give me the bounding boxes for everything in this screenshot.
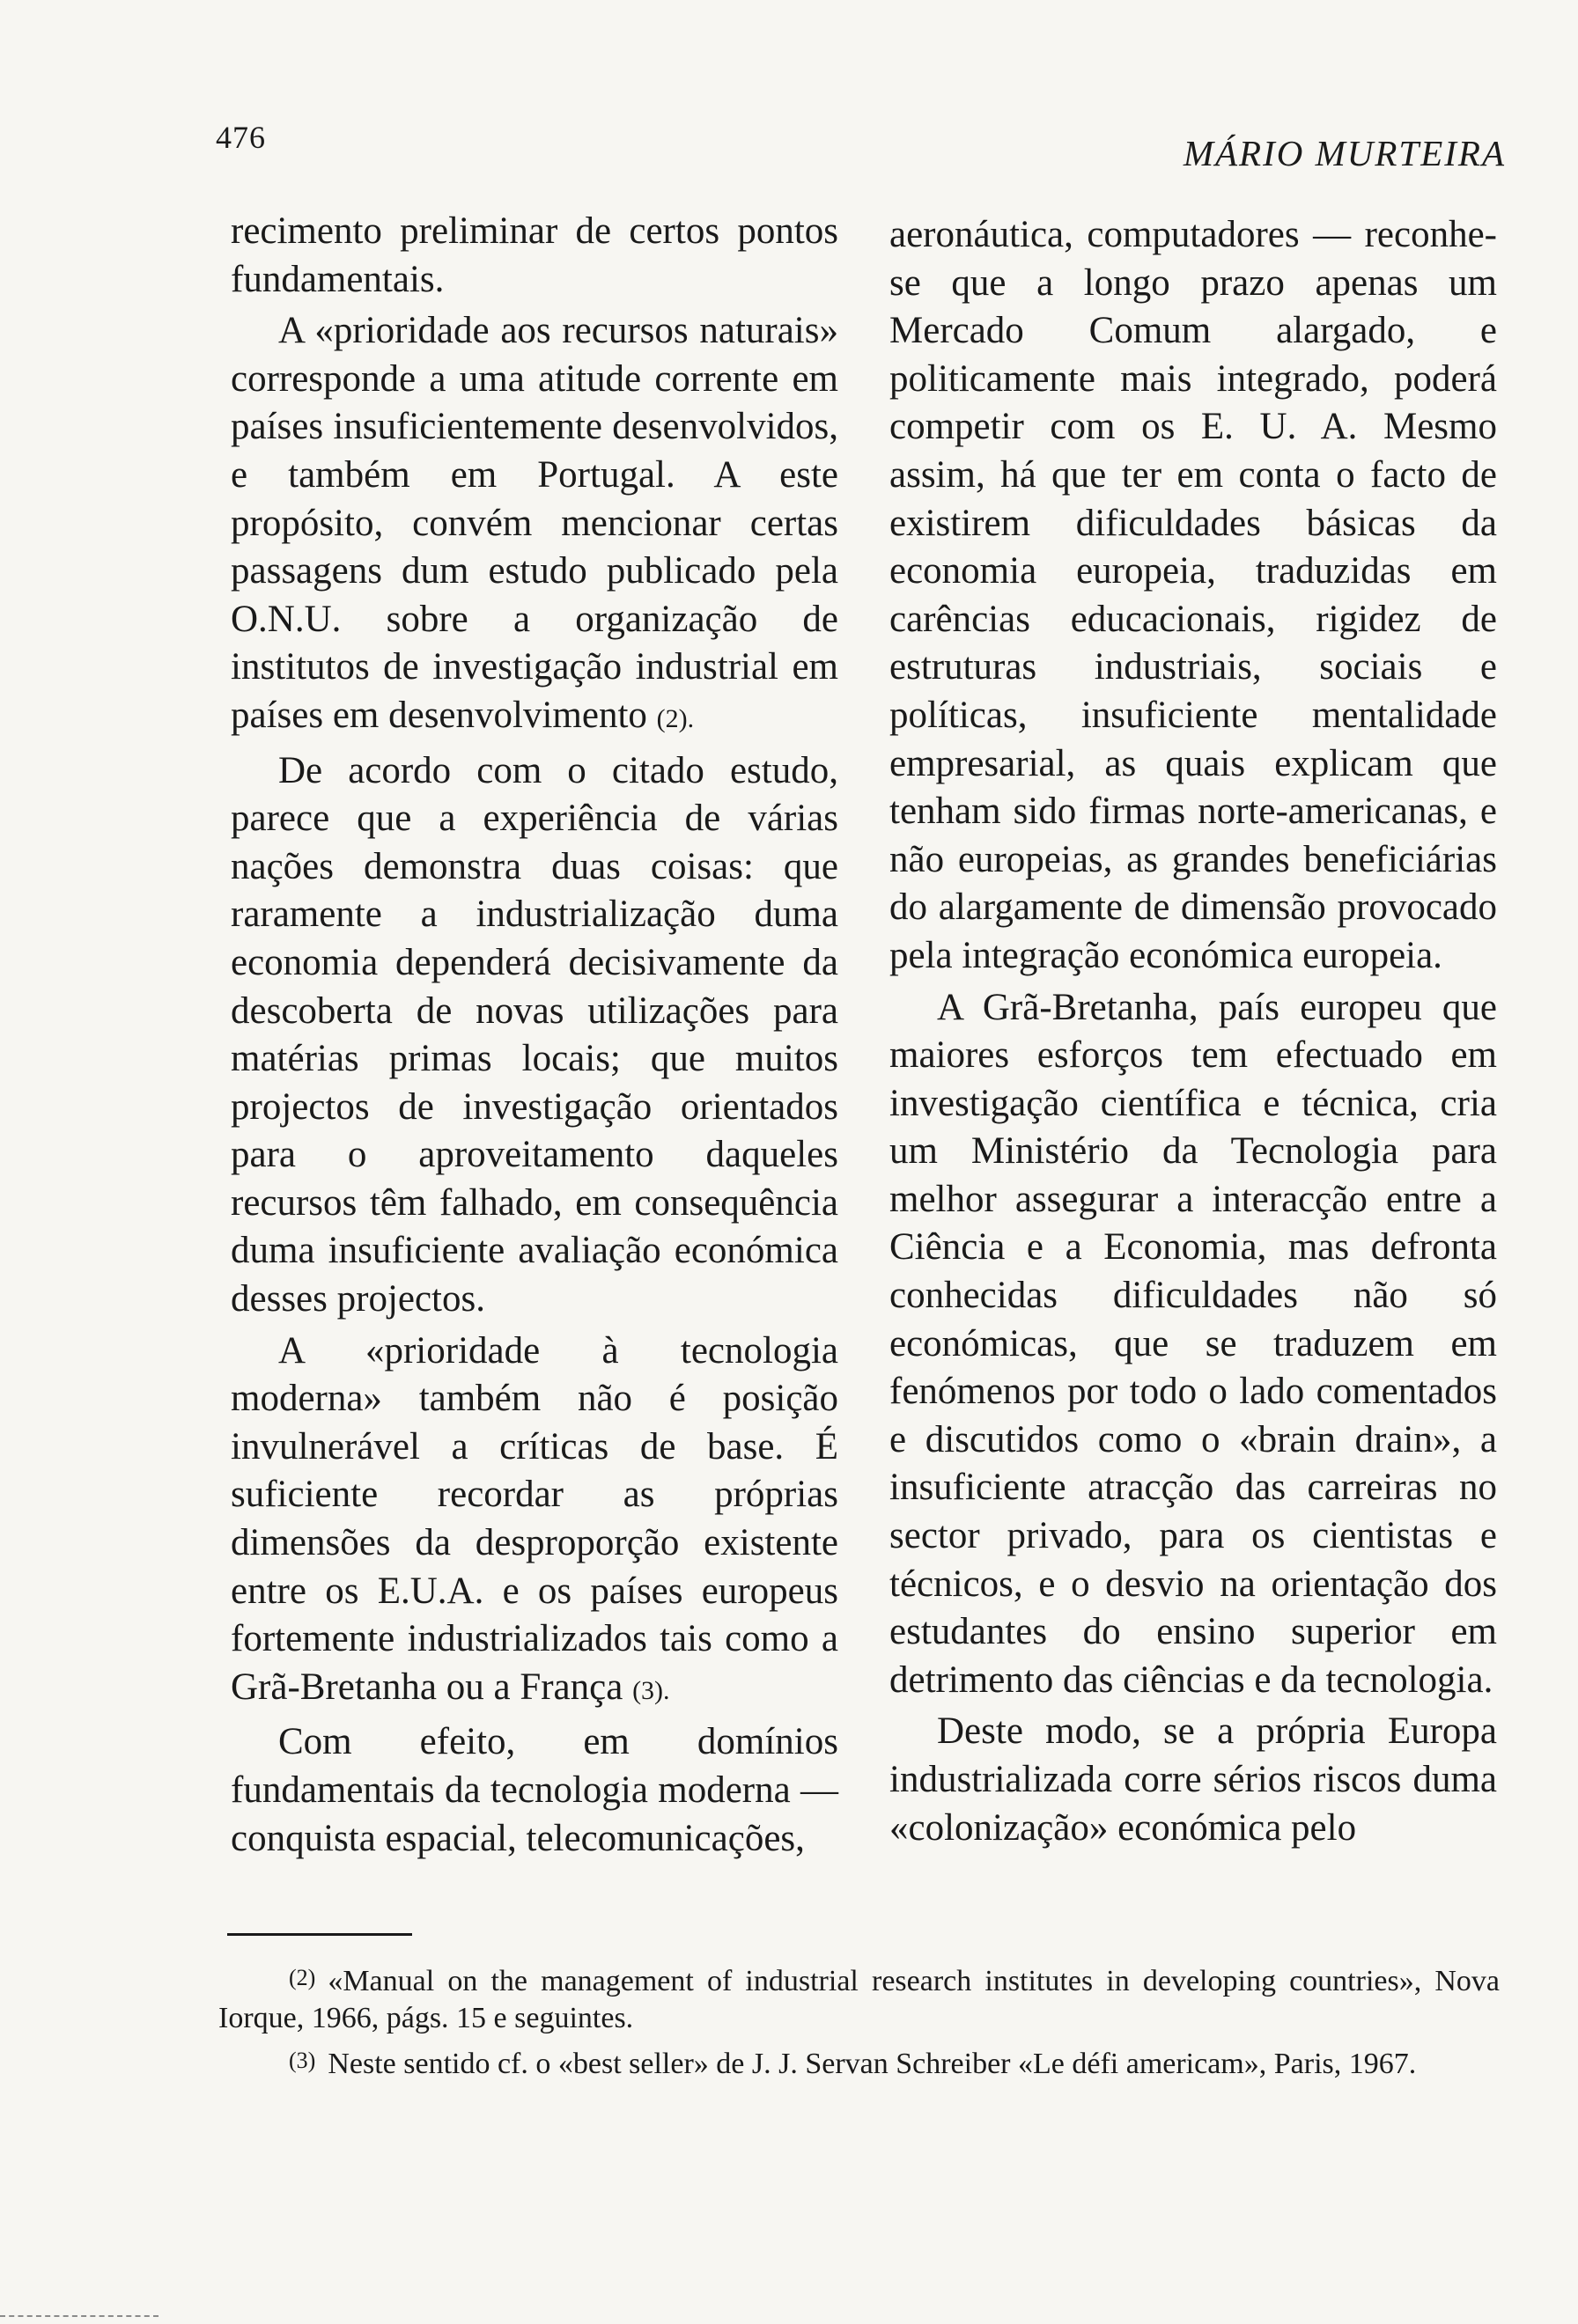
footnote-3 <box>218 2042 1500 2083</box>
right-paragraph-1: aeronáutica, computadores — reconhe-se que a longo prazo apenas um Mercado Comum alargado, e politicamente mais integrado, poderá competir com os E. U. A. Mesmo assim, há que ter em conta o facto de existirem dificuldades básicas da economia europeia, traduzidas em carências educacionais, rigidez de estruturas industriais, sociais e políticas, insuficiente mentalidade empresarial, as quais explicam que tenham sido firmas norte-americanas, e não europeias, as grandes beneficiárias do alargamente de dimensão provocado pela integração económica europeia. <box>889 214 1497 976</box>
left-paragraph-1: recimento preliminar de certos pontos fundamentais. <box>231 210 838 300</box>
footnote-text-2: «Manual on the management of industrial research institutes in developing countries», Nova Iorque, 1966, págs. 15 e seguintes. <box>218 1965 1500 2034</box>
left-paragraph-4-text: A «prioridade à tecnologia moderna» também não é posição invulnerável a críticas de base. É suficiente recordar as próprias dimensões da desproporção existente entre os E.U.A. e os países europeus fortemente industrializados tais como a Grã-Bretanha ou a França <box>231 1329 838 1708</box>
right-paragraph-3: Deste modo, se a própria Europa industrializada corre sérios riscos duma «colonização» económica pelo <box>889 1710 1497 1849</box>
right-paragraph-2: A Grã-Bretanha, país europeu que maiores esforços tem efectuado em investigação científica e técnica, cria um Ministério da Tecnologia para melhor assegurar a interacção entre a Ciência e a Economia, mas defronta conhecidas dificuldades não só económicas, que se traduzem em fenómenos por todo o lado comentados e discutidos como o «brain drain», a insuficiente atracção das carreiras no sector privado, para os cientistas e técnicos, e o desvio na orientação dos estudantes do ensino superior em detrimento das ciências e da tecnologia. <box>889 986 1497 1701</box>
left-column <box>231 208 838 1866</box>
footnotes <box>218 1960 1500 2088</box>
footnote-text-3: Neste sentido cf. o «best seller» de J. J. Servan Schreiber «Le défi americam», Paris, 1967. <box>328 2048 1417 2080</box>
footnote-2 <box>218 1960 1500 2037</box>
footnote-mark-2: (2) <box>289 1965 316 1990</box>
bottom-scan-marks <box>0 2310 159 2317</box>
right-column <box>889 211 1497 1856</box>
left-paragraph-2-text: A «prioridade aos recursos naturais» corresponde a uma atitude corrente em países insuficientemente desenvolvidos, e também em Portugal. A este propósito, convém mencionar certas passagens dum estudo publicado pela O.N.U. sobre a organização de institutos de investigação industrial em países em desenvolvimento <box>231 310 838 736</box>
footnote-ref-3: (3). <box>632 1675 670 1705</box>
left-paragraph-4 <box>231 1327 838 1716</box>
running-head: MÁRIO MURTEIRA <box>1183 133 1506 173</box>
footnote-rule <box>227 1933 412 1936</box>
footnote-mark-3: (3) <box>289 2048 316 2073</box>
left-paragraph-3: De acordo com o citado estudo, parece que a experiência de várias nações demonstra duas coisas: que raramente a industrialização duma economia dependerá decisivamente da descoberta de novas utilizações para matérias primas locais; que muitos projectos de investigação orientados para o aproveitamento daqueles recursos têm falhado, em consequência duma insuficiente avaliação económica desses projectos. <box>231 749 838 1320</box>
left-paragraph-2 <box>231 307 838 743</box>
left-paragraph-5: Com efeito, em domínios fundamentais da tecnologia moderna — conquista espacial, telecomunicações, <box>231 1721 838 1859</box>
footnote-ref-2: (2). <box>656 703 695 733</box>
page-number: 476 <box>216 120 266 155</box>
